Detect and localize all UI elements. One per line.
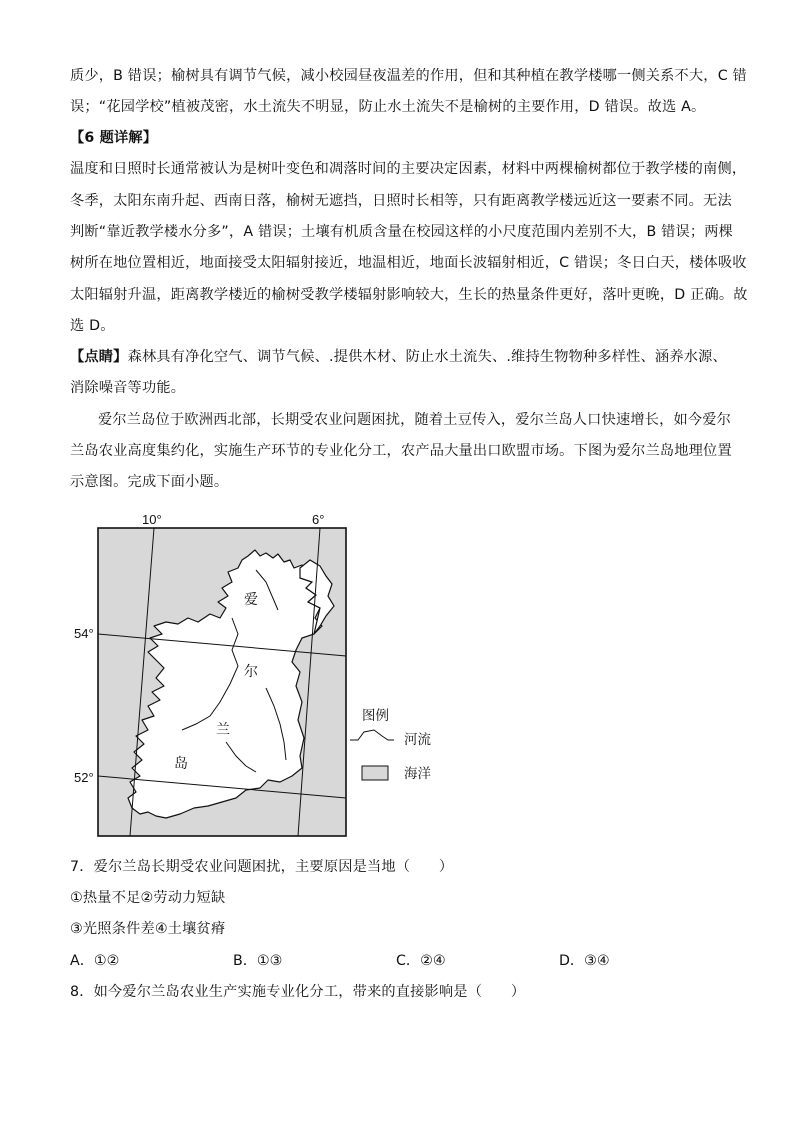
question-7-stem: 7．爱尔兰岛长期受农业问题困扰，主要原因是当地（ ）	[70, 859, 454, 875]
legend-river-label: 河流	[404, 732, 431, 748]
text-line: 消除噪音等功能。	[70, 380, 186, 396]
lon-label-6: 6°	[312, 512, 325, 527]
text-line: 兰岛农业高度集约化，实施生产环节的专业化分工，农产品大量出口欧盟市场。下图为爱尔兰岛地理位置	[70, 443, 732, 459]
map-label-lan: 兰	[216, 722, 230, 738]
lat-label-52: 52°	[74, 770, 94, 785]
lat-label-54: 54°	[74, 626, 94, 641]
ireland-map	[70, 510, 470, 840]
q7-option-c[interactable]: C．②④	[396, 953, 446, 969]
map-label-ai: 爱	[244, 592, 258, 608]
section-heading-q6: 【6 题详解】	[70, 130, 158, 146]
text-line: 冬季，太阳东南升起、西南日落，榆树无遮挡，日照时长相等，只有距离教学楼远近这一要素不同。无法	[70, 193, 732, 209]
text-line: 爱尔兰岛位于欧洲西北部，长期受农业问题困扰，随着土豆传入，爱尔兰岛人口快速增长，如今爱尔	[98, 412, 732, 428]
tip-line	[70, 347, 730, 367]
text-line: 温度和日照时长通常被认为是树叶变色和凋落时间的主要决定因素，材料中两棵榆树都位于教学楼的南侧，	[70, 161, 747, 177]
text-line: 选 D。	[70, 318, 115, 334]
text-line: 太阳辐射升温，距离教学楼近的榆树受教学楼辐射影响较大，生长的热量条件更好，落叶更晚，D 正确。故	[70, 287, 748, 303]
question-7-statement: ①热量不足②劳动力短缺	[70, 890, 226, 906]
legend-title: 图例	[362, 708, 389, 724]
text-line: 质少，B 错误；榆树具有调节气候，减小校园昼夜温差的作用，但和其种植在教学楼哪一侧关系不大，C 错	[70, 68, 747, 84]
legend-ocean-label: 海洋	[404, 766, 431, 782]
map-legend	[350, 708, 431, 782]
question-8-stem: 8．如今爱尔兰岛农业生产实施专业化分工，带来的直接影响是（ ）	[70, 984, 526, 1000]
legend-ocean-swatch	[362, 766, 388, 780]
q7-option-d[interactable]: D．③④	[559, 953, 610, 969]
text-line: 树所在地位置相近，地面接受太阳辐射接近，地温相近，地面长波辐射相近，C 错误；冬日白天，楼体吸收	[70, 255, 747, 271]
question-7-statement: ③光照条件差④土壤贫瘠	[70, 921, 226, 937]
map-label-dao: 岛	[174, 756, 188, 772]
text-line: 判断“靠近教学楼水分多”，A 错误；土壤有机质含量在校园这样的小尺度范围内差别不大，B 错误；两棵	[70, 224, 734, 240]
text-line: 示意图。完成下面小题。	[70, 474, 229, 490]
legend-river-symbol	[350, 730, 394, 740]
tip-label: 【点睛】	[70, 349, 128, 365]
text-line: 误；“花园学校”植被茂密，水土流失不明显，防止水土流失不是榆树的主要作用，D 错误。故选 A。	[70, 99, 706, 115]
q7-option-a[interactable]: A．①②	[70, 953, 120, 969]
q7-option-b[interactable]: B．①③	[233, 953, 283, 969]
map-label-er: 尔	[244, 664, 258, 680]
lon-label-10: 10°	[142, 512, 162, 527]
tip-text: 森林具有净化空气、调节气候、.提供木材、防止水土流失、.维持生物物种多样性、涵养水源、	[127, 349, 727, 365]
